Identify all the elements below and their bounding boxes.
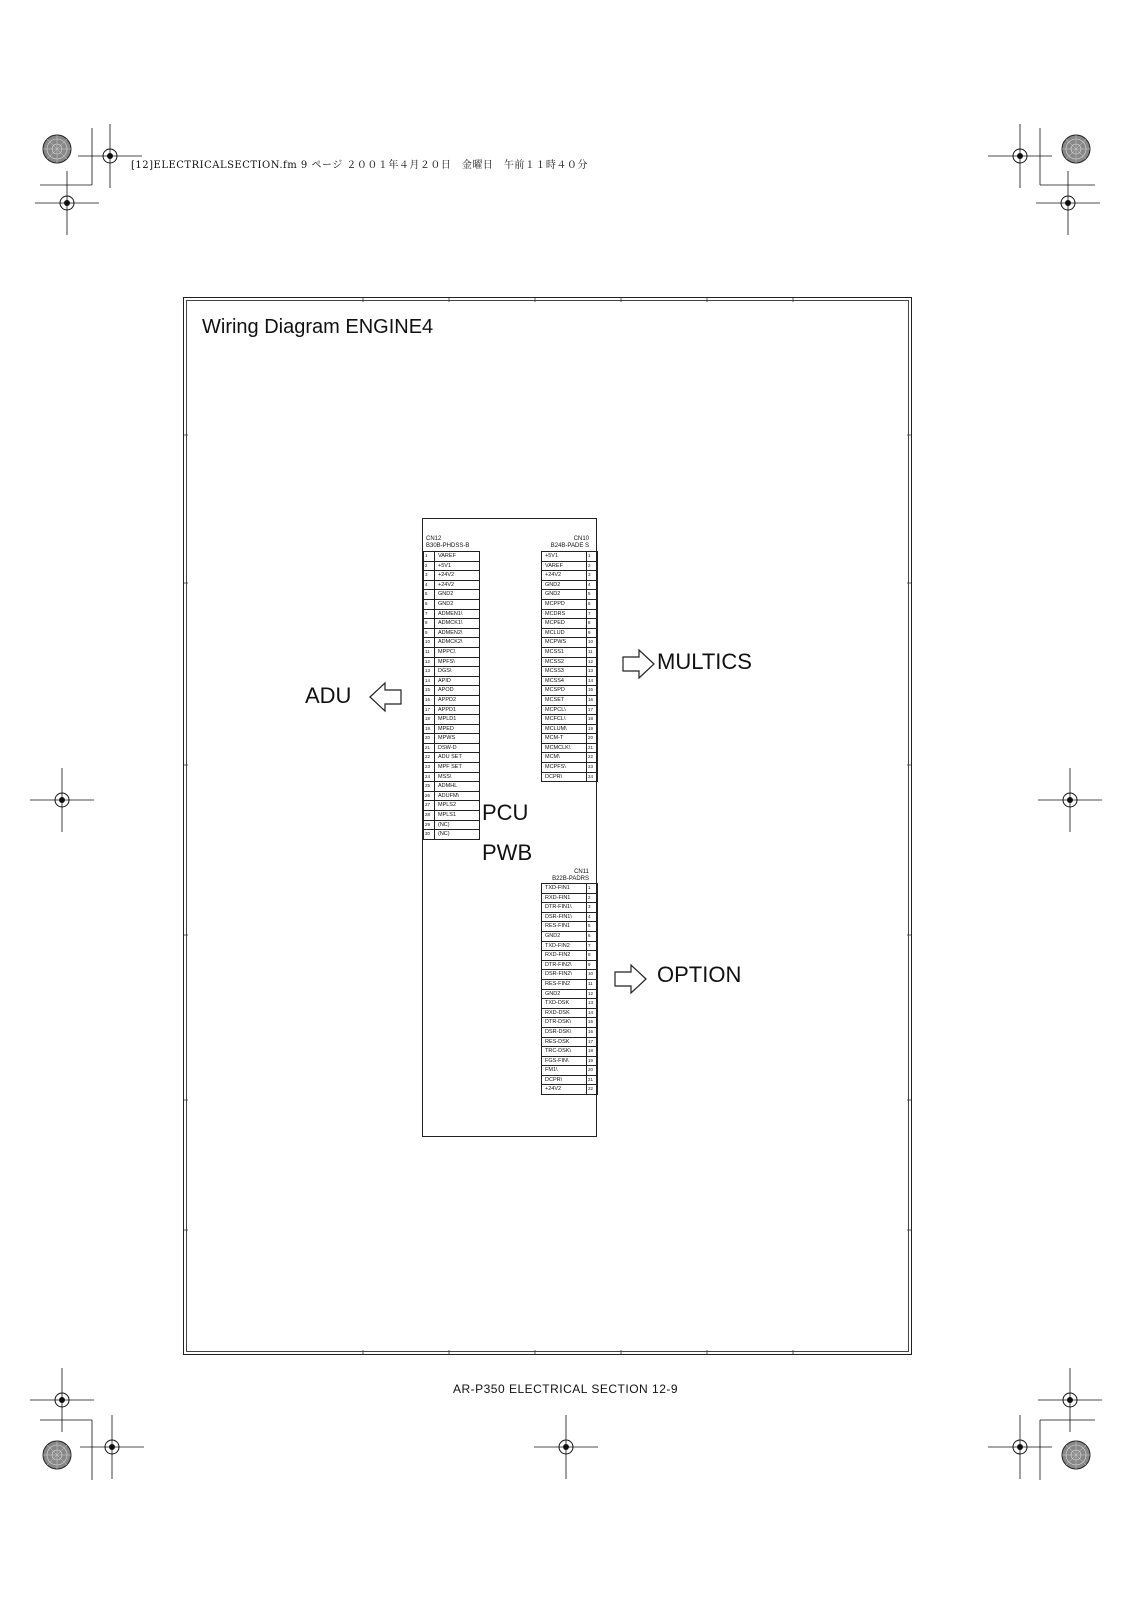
connector-pin-row	[424, 743, 480, 753]
pin-signal: ADMEN2\	[435, 628, 480, 638]
connector-pin-row	[424, 705, 480, 715]
pin-signal: GND2	[542, 590, 587, 600]
pin-signal: +24V2	[435, 580, 480, 590]
pin-number: 19	[587, 1056, 598, 1066]
connector-pin-row	[542, 609, 598, 619]
pin-signal: APOD	[435, 686, 480, 696]
pin-signal: TXD-FIN2	[542, 941, 587, 951]
pin-number: 11	[587, 647, 598, 657]
cn11-name: CN11	[574, 869, 589, 875]
connector-pin-row	[542, 590, 598, 600]
pin-number: 16	[587, 1027, 598, 1037]
crosshair-mark-icon	[534, 1415, 598, 1479]
pin-number: 30	[424, 830, 435, 840]
connector-pin-row	[542, 628, 598, 638]
pin-signal: APID	[435, 676, 480, 686]
pin-signal: MCFCL\	[542, 715, 587, 725]
pin-number: 23	[424, 763, 435, 773]
option-label: OPTION	[657, 962, 742, 987]
pin-signal: (NC)	[435, 830, 480, 840]
pin-number: 20	[587, 1066, 598, 1076]
connector-pin-row	[542, 705, 598, 715]
cn10-pin-table	[541, 551, 598, 782]
pin-number: 14	[587, 1008, 598, 1018]
pin-number: 15	[424, 686, 435, 696]
arrow-left-icon	[368, 680, 403, 714]
connector-pin-row	[424, 609, 480, 619]
connector-pin-row	[542, 580, 598, 590]
pin-signal: ADMCK2\	[435, 638, 480, 648]
connector-pin-row	[542, 1066, 598, 1076]
pin-signal: RES-DSK	[542, 1037, 587, 1047]
pin-number: 21	[587, 1075, 598, 1085]
connector-pin-row	[542, 922, 598, 932]
registration-sunburst-icon	[1062, 135, 1090, 163]
pin-number: 29	[424, 820, 435, 830]
connector-pin-row	[424, 676, 480, 686]
pin-number: 10	[424, 638, 435, 648]
pin-number: 6	[587, 931, 598, 941]
pin-signal: MPLS2	[435, 801, 480, 811]
pin-signal: ADU SET	[435, 753, 480, 763]
pin-number: 28	[424, 811, 435, 821]
connector-pin-row	[542, 552, 598, 562]
pin-number: 24	[587, 772, 598, 782]
pin-number: 13	[424, 667, 435, 677]
crosshair-mark-icon	[1038, 768, 1102, 832]
file-info-header: [12]ELECTRICALSECTION.fm 9 ページ ２００１年４月２０日 金曜日 午前１１時４０分	[131, 160, 588, 171]
crosshair-mark-icon	[1038, 1368, 1102, 1432]
pin-number: 2	[587, 893, 598, 903]
pin-number: 6	[424, 599, 435, 609]
pin-number: 27	[424, 801, 435, 811]
arrow-right-icon	[613, 962, 648, 996]
arrow-right-icon	[621, 647, 656, 681]
pin-number: 9	[587, 960, 598, 970]
pin-signal: MCSPD	[542, 686, 587, 696]
pin-signal: TXD-FIN1	[542, 884, 587, 894]
connector-pin-row	[424, 638, 480, 648]
crosshair-mark-icon	[30, 1368, 94, 1432]
pin-number: 18	[424, 715, 435, 725]
pin-number: 2	[424, 561, 435, 571]
pin-signal: ADMEN1\	[435, 609, 480, 619]
cn10-part: B24B-PADE S	[550, 543, 589, 549]
connector-pin-row	[424, 811, 480, 821]
pin-number: 1	[587, 884, 598, 894]
connector-pin-row	[424, 647, 480, 657]
pin-signal: MCSS2	[542, 657, 587, 667]
pin-signal: MPWS	[435, 734, 480, 744]
connector-pin-row	[424, 830, 480, 840]
pin-signal: DCPR\	[542, 1075, 587, 1085]
pin-signal: TXD-DSK	[542, 999, 587, 1009]
connector-pin-row	[424, 801, 480, 811]
pin-signal: DCPR\	[542, 772, 587, 782]
pin-number: 11	[424, 647, 435, 657]
pin-signal: GND2	[542, 931, 587, 941]
pin-signal: MPED	[435, 724, 480, 734]
pin-signal: DTR-FIN1\	[542, 903, 587, 913]
pin-number: 9	[424, 628, 435, 638]
pin-number: 13	[587, 999, 598, 1009]
pin-number: 3	[587, 903, 598, 913]
pin-signal: RES-FIN2	[542, 979, 587, 989]
pin-signal: GND2	[435, 590, 480, 600]
connector-pin-row	[424, 734, 480, 744]
pin-number: 22	[587, 1085, 598, 1095]
pin-signal: GND2	[435, 599, 480, 609]
pin-signal: MPLS1	[435, 811, 480, 821]
pin-number: 9	[587, 628, 598, 638]
pin-number: 14	[587, 676, 598, 686]
pwb-label: PWB	[482, 840, 533, 865]
pin-number: 17	[587, 705, 598, 715]
connector-pin-row	[424, 724, 480, 734]
pin-signal: MCSS3	[542, 667, 587, 677]
pin-number: 22	[424, 753, 435, 763]
connector-pin-row	[424, 628, 480, 638]
connector-pin-row	[542, 667, 598, 677]
cn11-pin-table	[541, 883, 598, 1095]
pin-signal: +5V1	[435, 561, 480, 571]
connector-pin-row	[542, 1056, 598, 1066]
pin-signal: MPF SET	[435, 763, 480, 773]
connector-pin-row	[542, 912, 598, 922]
connector-pin-row	[542, 979, 598, 989]
cn11-part: B22B-PADRS	[552, 876, 589, 882]
pin-number: 12	[424, 657, 435, 667]
pin-signal: DTR-FIN2\	[542, 960, 587, 970]
pin-signal: MCPPD	[542, 599, 587, 609]
crosshair-mark-icon	[1036, 171, 1100, 235]
connector-pin-row	[542, 989, 598, 999]
pin-signal: APPD2	[435, 695, 480, 705]
connector-pin-row	[424, 571, 480, 581]
pin-number: 8	[587, 619, 598, 629]
pin-number: 3	[424, 571, 435, 581]
connector-pin-row	[424, 657, 480, 667]
connector-pin-row	[542, 763, 598, 773]
cn10-name: CN10	[573, 536, 589, 542]
pin-number: 20	[587, 734, 598, 744]
connector-pin-row	[542, 893, 598, 903]
page-footer: AR-P350 ELECTRICAL SECTION 12-9	[452, 1382, 679, 1396]
pin-number: 24	[424, 772, 435, 782]
cn12-pin-table	[423, 551, 480, 840]
pin-number: 16	[587, 695, 598, 705]
pin-signal: MCPFS\	[542, 763, 587, 773]
pin-signal: GND2	[542, 989, 587, 999]
pin-number: 1	[587, 552, 598, 562]
pin-number: 19	[424, 724, 435, 734]
connector-pin-row	[542, 743, 598, 753]
connector-pin-row	[542, 1075, 598, 1085]
pin-number: 20	[424, 734, 435, 744]
pin-number: 25	[424, 782, 435, 792]
pin-signal: MPLD1	[435, 715, 480, 725]
pin-number: 18	[587, 715, 598, 725]
adu-label: ADU	[305, 683, 352, 708]
pin-number: 18	[587, 1047, 598, 1057]
crosshair-mark-icon	[988, 124, 1052, 188]
connector-pin-row	[542, 753, 598, 763]
connector-pin-row	[542, 657, 598, 667]
pin-signal: DSW-D	[435, 743, 480, 753]
pin-signal: RXD-FIN2	[542, 951, 587, 961]
pin-signal: +24V2	[542, 1085, 587, 1095]
connector-pin-row	[542, 999, 598, 1009]
pin-signal: MCLUM\	[542, 724, 587, 734]
connector-pin-row	[424, 715, 480, 725]
connector-pin-row	[424, 667, 480, 677]
connector-pin-row	[542, 647, 598, 657]
registration-sunburst-icon	[43, 135, 71, 163]
connector-pin-row	[542, 724, 598, 734]
connector-pin-row	[424, 599, 480, 609]
pin-number: 21	[424, 743, 435, 753]
pin-number: 19	[587, 724, 598, 734]
pin-signal: DSR-DSK\	[542, 1027, 587, 1037]
cn11-header	[546, 869, 589, 883]
pin-number: 1	[424, 552, 435, 562]
pin-number: 8	[424, 619, 435, 629]
connector-pin-row	[542, 734, 598, 744]
pin-number: 2	[587, 561, 598, 571]
pin-number: 8	[587, 951, 598, 961]
pin-signal: DSR-FIN1\	[542, 912, 587, 922]
connector-pin-row	[542, 970, 598, 980]
pin-signal: MCSET	[542, 695, 587, 705]
connector-pin-row	[424, 753, 480, 763]
pcu-label: PCU	[482, 800, 529, 825]
pin-number: 3	[587, 571, 598, 581]
pin-number: 7	[587, 941, 598, 951]
pin-signal: ADMHL	[435, 782, 480, 792]
connector-pin-row	[424, 561, 480, 571]
pin-number: 14	[424, 676, 435, 686]
connector-pin-row	[542, 695, 598, 705]
pin-signal: MCM\	[542, 753, 587, 763]
pin-signal: +5V1	[542, 552, 587, 562]
pin-signal: +24V2	[435, 571, 480, 581]
pin-signal: MSS\	[435, 772, 480, 782]
pin-signal: MPFS\	[435, 657, 480, 667]
pin-number: 26	[424, 791, 435, 801]
pin-number: 4	[587, 580, 598, 590]
connector-pin-row	[542, 619, 598, 629]
pin-number: 23	[587, 763, 598, 773]
cn12-header	[426, 536, 469, 550]
pin-number: 7	[424, 609, 435, 619]
pin-number: 16	[424, 695, 435, 705]
connector-pin-row	[542, 931, 598, 941]
connector-pin-row	[424, 590, 480, 600]
pin-signal: MCMCLK\	[542, 743, 587, 753]
pin-signal: MPPC\	[435, 647, 480, 657]
pin-number: 6	[587, 599, 598, 609]
pin-number: 11	[587, 979, 598, 989]
pin-signal: MCPED	[542, 619, 587, 629]
connector-pin-row	[542, 571, 598, 581]
cn10-header	[546, 536, 589, 550]
pin-signal: FM1\	[542, 1066, 587, 1076]
connector-pin-row	[424, 782, 480, 792]
pin-signal: MCSS1	[542, 647, 587, 657]
pin-signal: +24V2	[542, 571, 587, 581]
crosshair-mark-icon	[988, 1415, 1052, 1479]
pin-number: 10	[587, 638, 598, 648]
connector-pin-row	[424, 552, 480, 562]
connector-pin-row	[542, 772, 598, 782]
pin-signal: (NC)	[435, 820, 480, 830]
pin-signal: FGS-FIN\	[542, 1056, 587, 1066]
pin-signal: DTR-DSK\	[542, 1018, 587, 1028]
connector-pin-row	[542, 1085, 598, 1095]
diagram-title: Wiring Diagram ENGINE4	[202, 316, 434, 338]
pin-number: 12	[587, 989, 598, 999]
connector-pin-row	[542, 1008, 598, 1018]
pin-signal: VAREF	[542, 561, 587, 571]
pin-signal: VAREF	[435, 552, 480, 562]
multics-label: MULTICS	[657, 649, 752, 674]
pin-number: 22	[587, 753, 598, 763]
connector-pin-row	[542, 884, 598, 894]
pin-signal: APPD1	[435, 705, 480, 715]
connector-pin-row	[424, 791, 480, 801]
pin-number: 4	[424, 580, 435, 590]
pin-signal: ADMCK1\	[435, 619, 480, 629]
connector-pin-row	[424, 763, 480, 773]
pin-number: 5	[587, 590, 598, 600]
pin-number: 4	[587, 912, 598, 922]
pin-number: 15	[587, 686, 598, 696]
connector-pin-row	[542, 638, 598, 648]
connector-pin-row	[424, 619, 480, 629]
cn12-name: CN12	[426, 536, 442, 542]
connector-pin-row	[542, 1027, 598, 1037]
pin-number: 7	[587, 609, 598, 619]
connector-pin-row	[542, 951, 598, 961]
pin-signal: MCLUD	[542, 628, 587, 638]
pin-signal: RXD-DSK	[542, 1008, 587, 1018]
pin-signal: TRC-DSK\	[542, 1047, 587, 1057]
pin-signal: MCDRS	[542, 609, 587, 619]
cn12-part: B30B-PHDSS-B	[426, 543, 470, 549]
pin-number: 13	[587, 667, 598, 677]
pin-signal: ADUFM\	[435, 791, 480, 801]
registration-sunburst-icon	[43, 1441, 71, 1469]
pin-number: 21	[587, 743, 598, 753]
pin-signal: DGS\	[435, 667, 480, 677]
connector-pin-row	[424, 772, 480, 782]
crosshair-mark-icon	[80, 1415, 144, 1479]
connector-pin-row	[542, 599, 598, 609]
connector-pin-row	[542, 676, 598, 686]
connector-pin-row	[424, 820, 480, 830]
pin-signal: DSR-FIN2\	[542, 970, 587, 980]
pin-number: 12	[587, 657, 598, 667]
connector-pin-row	[542, 1037, 598, 1047]
pin-signal: MCM-T	[542, 734, 587, 744]
pin-signal: MCPCL\	[542, 705, 587, 715]
pin-number: 10	[587, 970, 598, 980]
connector-pin-row	[542, 686, 598, 696]
pin-number: 5	[587, 922, 598, 932]
crosshair-mark-icon	[35, 171, 99, 235]
connector-pin-row	[424, 686, 480, 696]
connector-pin-row	[542, 941, 598, 951]
pin-signal: GND2	[542, 580, 587, 590]
crosshair-mark-icon	[30, 768, 94, 832]
connector-pin-row	[542, 960, 598, 970]
pin-number: 17	[587, 1037, 598, 1047]
pin-signal: RES-FIN1	[542, 922, 587, 932]
registration-sunburst-icon	[1062, 1441, 1090, 1469]
pin-number: 17	[424, 705, 435, 715]
connector-pin-row	[542, 715, 598, 725]
connector-pin-row	[542, 903, 598, 913]
connector-pin-row	[542, 561, 598, 571]
pin-number: 5	[424, 590, 435, 600]
connector-pin-row	[542, 1018, 598, 1028]
connector-pin-row	[424, 695, 480, 705]
pin-number: 15	[587, 1018, 598, 1028]
connector-pin-row	[542, 1047, 598, 1057]
pin-signal: RXD-FIN1	[542, 893, 587, 903]
pin-signal: MCPWS	[542, 638, 587, 648]
connector-pin-row	[424, 580, 480, 590]
pin-signal: MCSS4	[542, 676, 587, 686]
